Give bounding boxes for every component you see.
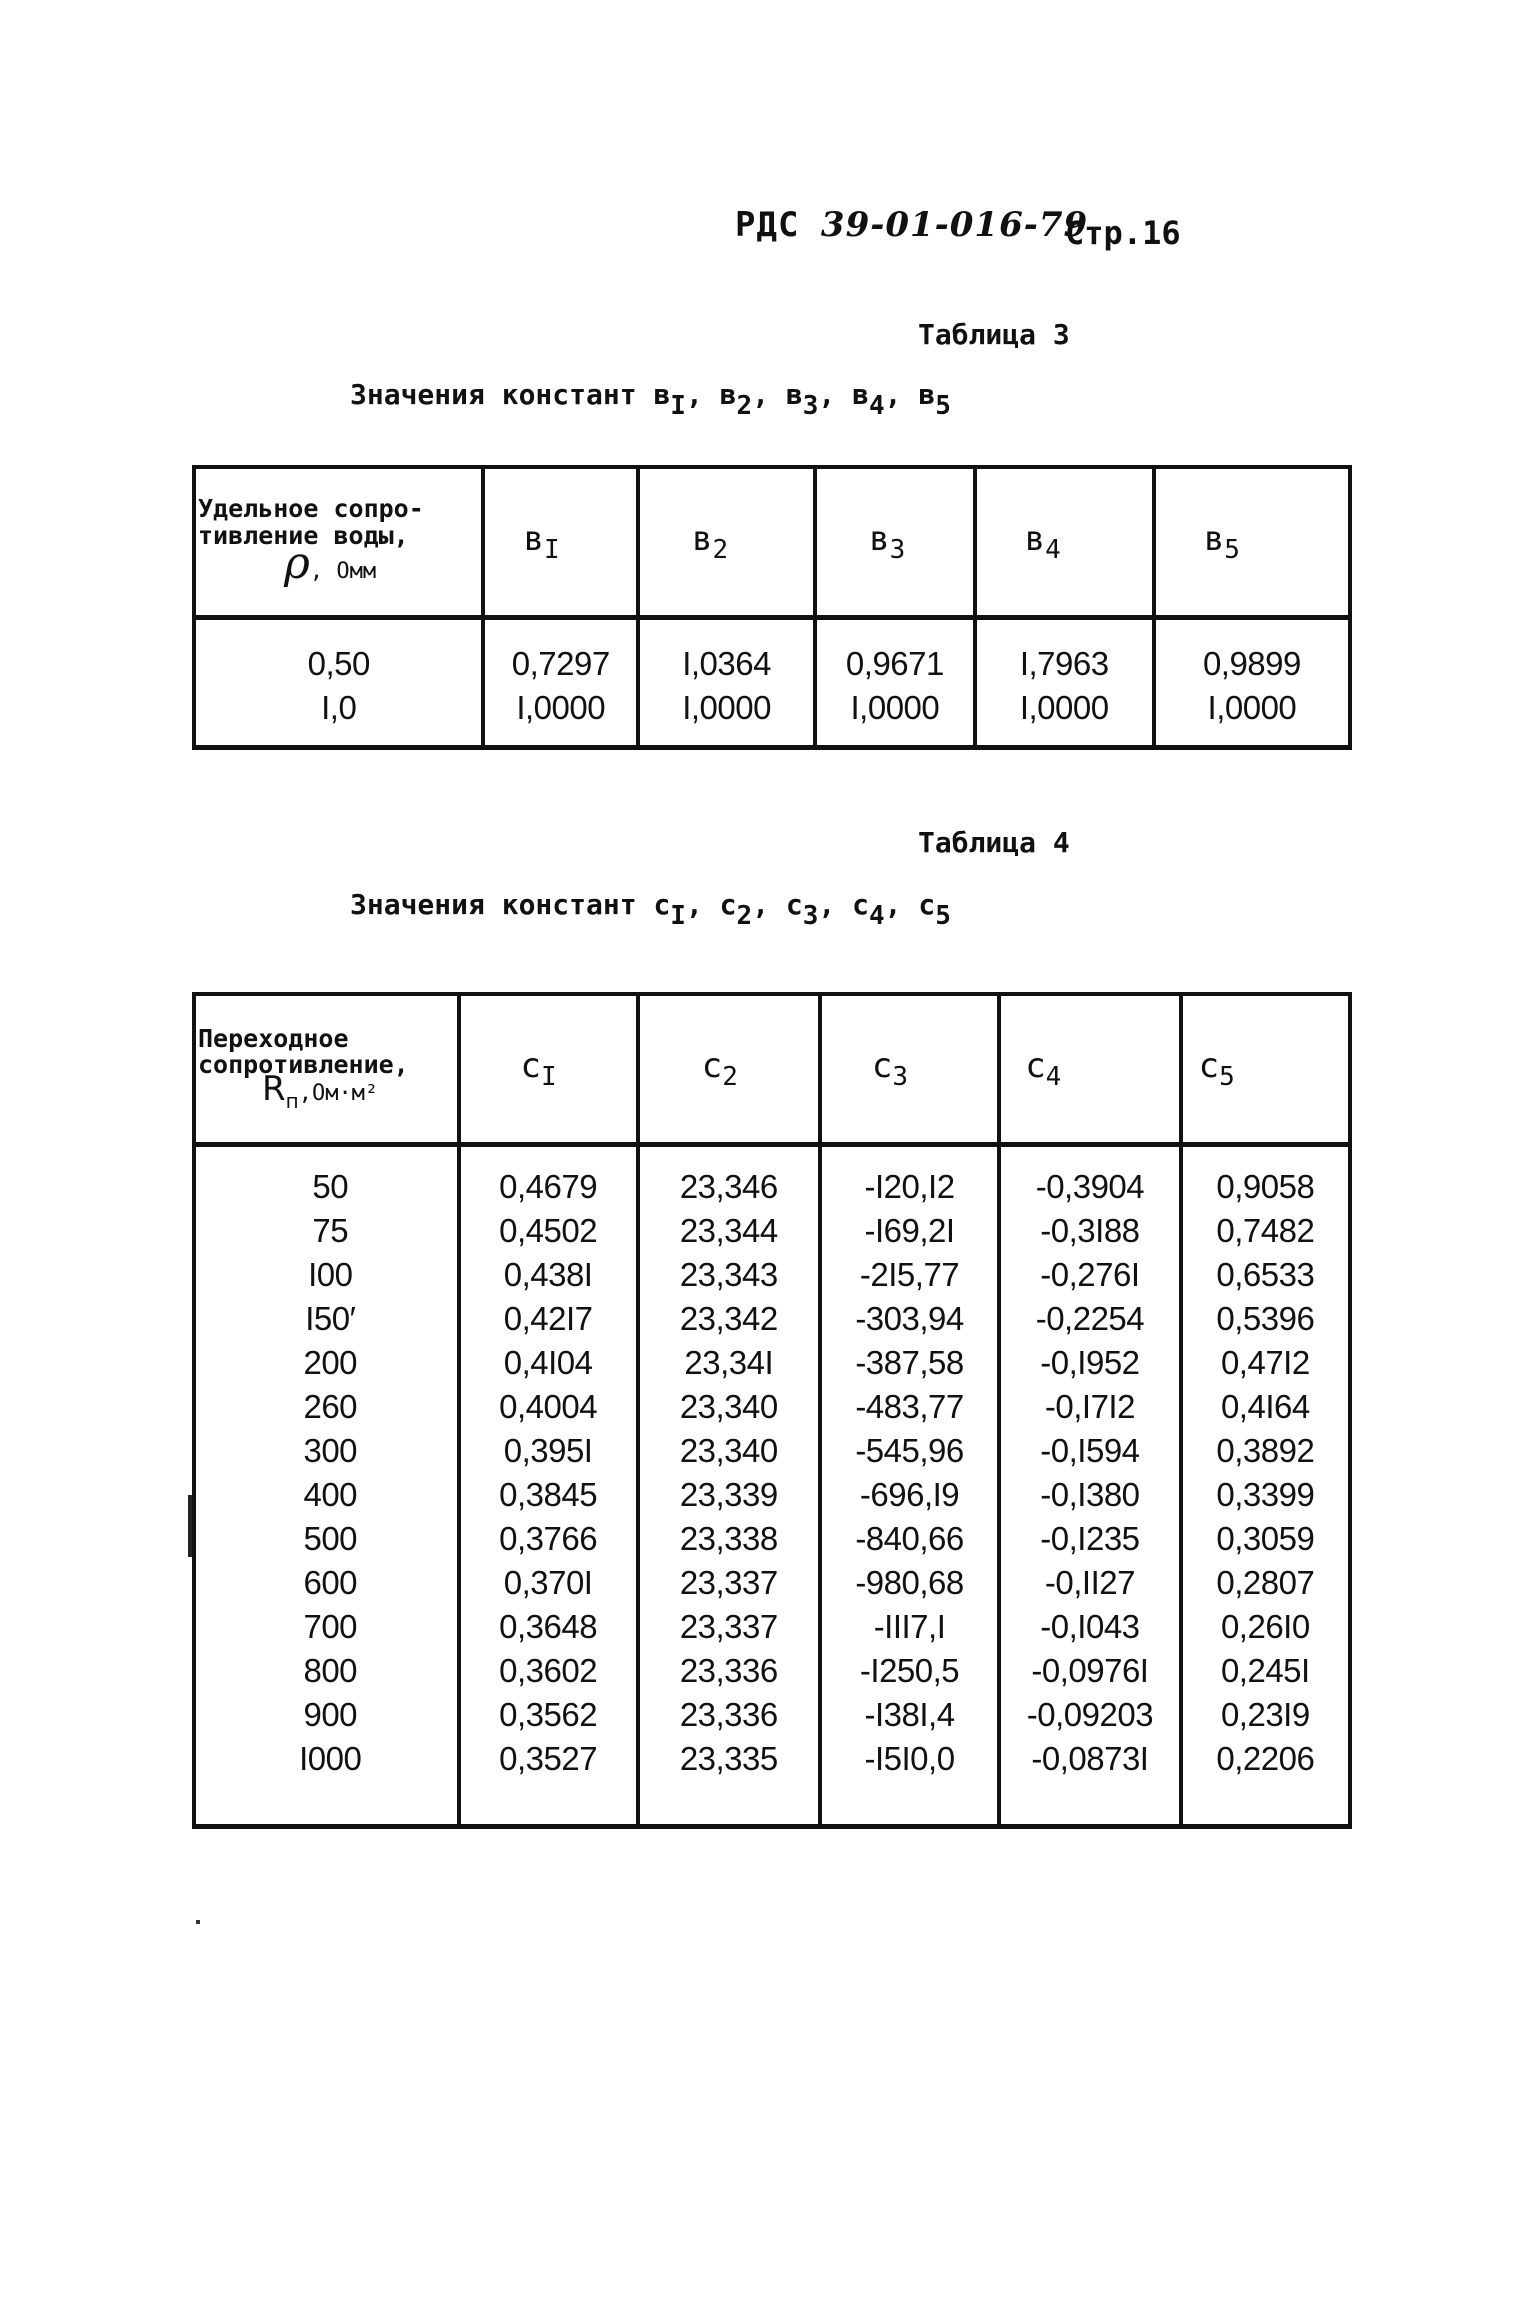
table4-header-line2: сопротивление, — [198, 1049, 409, 1079]
table4-cell-c1: 0,42I7 — [503, 1299, 593, 1337]
table3-col-2 — [638, 617, 815, 747]
table4-cell-rn_values: I50′ — [305, 1299, 356, 1337]
table4-cell-c5: 0,5396 — [1216, 1299, 1315, 1337]
table4-cell-c2: 23,339 — [679, 1475, 778, 1513]
table4-col-c1 — [459, 1144, 638, 1826]
table3-caption-symbol — [785, 378, 836, 421]
document-code-prefix: РДС — [735, 205, 800, 245]
table3-col-4 — [975, 617, 1154, 747]
table3-col-5 — [1154, 617, 1350, 747]
table3-cell: I,0364 — [682, 644, 771, 682]
table4-cell-c2: 23,344 — [679, 1211, 778, 1249]
table4-cell-c1: 0,3845 — [499, 1475, 598, 1513]
table4-cell-c5: 0,3892 — [1216, 1431, 1315, 1469]
table3-cell: I,7963 — [1019, 644, 1109, 682]
table4-caption-symbol — [785, 888, 836, 931]
table3-caption-symbol — [719, 378, 770, 421]
document-code-handwritten: 39-01-016-79 — [820, 205, 1089, 245]
table4-cell-rn_values: 900 — [303, 1695, 358, 1733]
table4-caption-symbol-sep: , — [884, 888, 902, 921]
table4-cell-rn_values: 200 — [303, 1343, 358, 1381]
table4-cell-c3: -I38I,4 — [864, 1695, 955, 1733]
table3-caption-symbol-sub: I — [670, 391, 686, 421]
table4-cell-c3: -I69,2I — [864, 1211, 955, 1249]
table3-col-2-values — [640, 620, 813, 730]
table4-rn-values — [196, 1147, 457, 1781]
table3-cell: I,0000 — [1207, 688, 1297, 726]
table4-cell-c3: -III7,I — [873, 1607, 946, 1645]
table4-cell-c3: -I20,I2 — [864, 1167, 955, 1205]
table4-cell-c1: 0,4502 — [499, 1211, 598, 1249]
table4-caption-symbol — [719, 888, 770, 931]
table4-c1-values — [461, 1147, 636, 1781]
table4-cell-c2: 23,340 — [679, 1387, 778, 1425]
table4-cell-c4: -0,3904 — [1035, 1167, 1145, 1205]
table4-cell-c1: 0,395I — [503, 1431, 593, 1469]
table4-col-c4 — [999, 1144, 1180, 1826]
margin-mark — [188, 1495, 192, 1557]
table4-col-c2 — [638, 1144, 820, 1826]
table4-col-header-1: $с_I$ — [459, 994, 638, 1144]
table4-cell-rn_values: 400 — [303, 1475, 358, 1513]
table3-caption-symbol — [653, 378, 703, 421]
table3-cell: I,0000 — [682, 688, 771, 726]
table4-cell-c3: -387,58 — [855, 1343, 964, 1381]
table3-col-header-3: $в_3$ — [815, 467, 974, 617]
table3-caption-symbol-sep: , — [685, 378, 703, 411]
table4-cell-c3: -696,I9 — [859, 1475, 960, 1513]
table4-cell-c5: 0,3059 — [1216, 1519, 1315, 1557]
table4-cell-c3: -2I5,77 — [859, 1255, 960, 1293]
table3-caption-text: Значения констант — [350, 378, 637, 411]
table4-cell-c4: -0,I043 — [1040, 1607, 1140, 1645]
table4-cell-c4: -0,0976I — [1031, 1651, 1149, 1689]
table4-caption-symbol — [653, 888, 703, 931]
table3-cell: I,0000 — [516, 688, 606, 726]
stray-dot — [196, 1920, 200, 1924]
table3-rho-values — [196, 620, 481, 730]
table3-caption-symbol-sep: , — [752, 378, 770, 411]
table3-col-3-values — [817, 620, 972, 730]
table4-cell-c3: -840,66 — [855, 1519, 964, 1557]
table4-header-unit: ,Ом·м² — [298, 1081, 379, 1107]
table4-caption-symbol-sub: 2 — [736, 901, 753, 931]
table4-cell-c1: 0,4I04 — [503, 1343, 593, 1381]
table4-c2-values — [640, 1147, 818, 1781]
table4-cell-c2: 23,335 — [679, 1739, 778, 1777]
table3-col-header-4: $в_4$ — [975, 467, 1154, 617]
table4-cell-c4: -0,I594 — [1040, 1431, 1140, 1469]
table4-caption-symbol-sub: I — [670, 901, 686, 931]
table3-caption — [350, 378, 951, 421]
table4-cell-c3: -980,68 — [855, 1563, 964, 1601]
table3-col-3 — [815, 617, 974, 747]
table4-cell-c4: -0,3I88 — [1040, 1211, 1140, 1249]
table4-cell-c5: 0,9058 — [1216, 1167, 1315, 1205]
table3-cell: I,0000 — [850, 688, 940, 726]
table4-cell-c2: 23,346 — [679, 1167, 778, 1205]
table3-caption-symbol-base: в — [653, 378, 671, 411]
table4-cell-rn_values: I00 — [308, 1255, 353, 1293]
document-code — [735, 205, 1088, 245]
table4-cell-c3: -483,77 — [855, 1387, 964, 1425]
table3-col-rho — [194, 617, 483, 747]
table4-cell-c2: 23,337 — [679, 1607, 778, 1645]
table4-caption-symbol-base: с — [653, 888, 671, 921]
table3-rho-cell: 0,50 — [307, 644, 370, 682]
table4-cell-c4: -0,I380 — [1040, 1475, 1140, 1513]
table4-cell-rn_values: 800 — [303, 1651, 358, 1689]
table4-cell-c1: 0,3602 — [499, 1651, 598, 1689]
table4-col-header-5: $с_5$ — [1181, 994, 1350, 1144]
table3-col-1-values — [485, 620, 636, 730]
table3-caption-symbol-sub: 3 — [802, 391, 819, 421]
table4-col-c3 — [820, 1144, 999, 1826]
table4-cell-rn_values: 500 — [303, 1519, 358, 1557]
table4-cell-c1: 0,3562 — [499, 1695, 598, 1733]
table4-caption-symbol-sub: 3 — [802, 901, 819, 931]
table4-cell-c3: -303,94 — [855, 1299, 964, 1337]
table4-cell-c5: 0,2206 — [1216, 1739, 1315, 1777]
table4-cell-c1: 0,3766 — [499, 1519, 598, 1557]
table4-cell-c5: 0,6533 — [1216, 1255, 1315, 1293]
table4-cell-c4: -0,II27 — [1044, 1563, 1135, 1601]
table4-caption-symbol-sep: , — [752, 888, 770, 921]
table4-cell-rn_values: 300 — [303, 1431, 358, 1469]
table4-cell-c1: 0,4004 — [499, 1387, 598, 1425]
table3-header-line1: Удельное сопро- — [198, 494, 424, 524]
table4-caption-symbol — [852, 888, 902, 931]
table3-label: Таблица 3 — [918, 318, 1070, 351]
table4-caption-symbol-sep: , — [685, 888, 703, 921]
table3-caption-symbol-base: в — [852, 378, 869, 411]
table4-cell-c5: 0,2807 — [1216, 1563, 1315, 1601]
table4-caption-symbol-base: с — [719, 888, 737, 921]
table4-cell-c1: 0,370I — [503, 1563, 593, 1601]
table3 — [192, 465, 1352, 750]
table4-cell-rn_values: 600 — [303, 1563, 358, 1601]
table3-caption-symbol-sep: , — [884, 378, 902, 411]
table4-cell-c3: -I5I0,0 — [864, 1739, 955, 1777]
table3-caption-symbol — [918, 378, 951, 421]
table3-col-header-5: $в_5$ — [1154, 467, 1350, 617]
table4-cell-c1: 0,438I — [503, 1255, 593, 1293]
table4-header-transition-resistance — [194, 994, 459, 1144]
table4-cell-c4: -0,0873I — [1031, 1739, 1149, 1777]
table4-cell-rn_values: I000 — [299, 1739, 362, 1777]
table4-cell-rn_values: 260 — [303, 1387, 358, 1425]
table3-col-header-1: $в_I$ — [483, 467, 638, 617]
table4-cell-c2: 23,338 — [679, 1519, 778, 1557]
table3-caption-symbol-sub: 4 — [869, 391, 885, 421]
table4 — [192, 992, 1352, 1829]
table3-col-4-values — [977, 620, 1152, 730]
table4-col-rn — [194, 1144, 459, 1826]
table4-cell-c5: 0,4I64 — [1220, 1387, 1310, 1425]
table4-c4-values — [1001, 1147, 1178, 1781]
table3-caption-symbol-sub: 2 — [736, 391, 753, 421]
table3-caption-symbol-sub: 5 — [935, 391, 951, 421]
table3-cell: 0,7297 — [511, 644, 610, 682]
table3-cell: 0,9899 — [1202, 644, 1301, 682]
table4-cell-c4: -0,I7I2 — [1044, 1387, 1135, 1425]
table4-cell-c4: -0,276I — [1040, 1255, 1140, 1293]
table3-header-unit: , Омм — [309, 558, 377, 584]
table4-cell-c5: 0,47I2 — [1220, 1343, 1310, 1381]
table4-caption-symbol-base: с — [918, 888, 936, 921]
table4-caption-symbol-base: с — [852, 888, 869, 921]
table4-col-c5 — [1181, 1144, 1350, 1826]
table4-cell-c2: 23,336 — [679, 1695, 778, 1733]
table4-cell-c5: 0,245I — [1220, 1651, 1310, 1689]
table4-cell-c3: -I250,5 — [859, 1651, 960, 1689]
table3-header-resistivity — [194, 467, 483, 617]
table4-cell-c2: 23,34I — [684, 1343, 774, 1381]
table3-col-header-2: $в_2$ — [638, 467, 815, 617]
table4-cell-c4: -0,2254 — [1035, 1299, 1145, 1337]
table4-caption-symbol-base: с — [785, 888, 803, 921]
table4-cell-c2: 23,336 — [679, 1651, 778, 1689]
table4-c3-values — [822, 1147, 997, 1781]
table4-cell-c1: 0,3648 — [499, 1607, 598, 1645]
table4-col-header-4: $с_4$ — [999, 994, 1180, 1144]
table4-cell-c2: 23,337 — [679, 1563, 778, 1601]
rho-symbol: ρ — [284, 537, 310, 589]
table4-cell-c5: 0,7482 — [1216, 1211, 1315, 1249]
table4-cell-c4: -0,09203 — [1026, 1695, 1154, 1733]
table3-caption-symbol-base: в — [719, 378, 737, 411]
table4-cell-c4: -0,I235 — [1040, 1519, 1140, 1557]
table4-cell-rn_values: 50 — [312, 1167, 349, 1205]
table4-cell-c2: 23,340 — [679, 1431, 778, 1469]
table4-cell-c5: 0,23I9 — [1220, 1695, 1310, 1733]
table3-caption-symbol-sep: , — [818, 378, 836, 411]
table4-cell-c3: -545,96 — [855, 1431, 964, 1469]
table4-caption — [350, 888, 951, 931]
table4-caption-symbol — [918, 888, 951, 931]
table4-cell-rn_values: 75 — [312, 1211, 349, 1249]
table4-col-header-3: $с_3$ — [820, 994, 999, 1144]
table3-caption-symbol-base: в — [785, 378, 803, 411]
table4-cell-c1: 0,3527 — [499, 1739, 598, 1777]
table4-caption-symbol-sub: 5 — [935, 901, 951, 931]
table3-caption-symbol — [852, 378, 902, 421]
table4-cell-c5: 0,26I0 — [1220, 1607, 1310, 1645]
table4-caption-text: Значения констант — [350, 888, 637, 921]
table3-cell: I,0000 — [1019, 688, 1109, 726]
table4-cell-c2: 23,342 — [679, 1299, 778, 1337]
table3-header-line2: тивление воды, — [198, 520, 409, 550]
table4-label: Таблица 4 — [918, 826, 1070, 859]
table4-header-line1: Переходное — [198, 1023, 349, 1053]
table3-rho-cell: I,0 — [321, 688, 357, 726]
table3-caption-symbol-base: в — [918, 378, 936, 411]
rn-symbol: $R_п$ — [262, 1069, 299, 1113]
table3-col-5-values — [1156, 620, 1348, 730]
table4-caption-symbol-sep: , — [818, 888, 836, 921]
table4-col-header-2: $с_2$ — [638, 994, 820, 1144]
table4-caption-symbol-sub: 4 — [869, 901, 885, 931]
table4-cell-rn_values: 700 — [303, 1607, 358, 1645]
table4-cell-c5: 0,3399 — [1216, 1475, 1315, 1513]
table4-c5-values — [1183, 1147, 1348, 1781]
table3-col-1 — [483, 617, 638, 747]
page-number: Стр.16 — [1065, 214, 1181, 252]
table4-cell-c2: 23,343 — [679, 1255, 778, 1293]
table3-cell: 0,9671 — [845, 644, 944, 682]
table4-cell-c4: -0,I952 — [1040, 1343, 1140, 1381]
table4-cell-c1: 0,4679 — [499, 1167, 598, 1205]
